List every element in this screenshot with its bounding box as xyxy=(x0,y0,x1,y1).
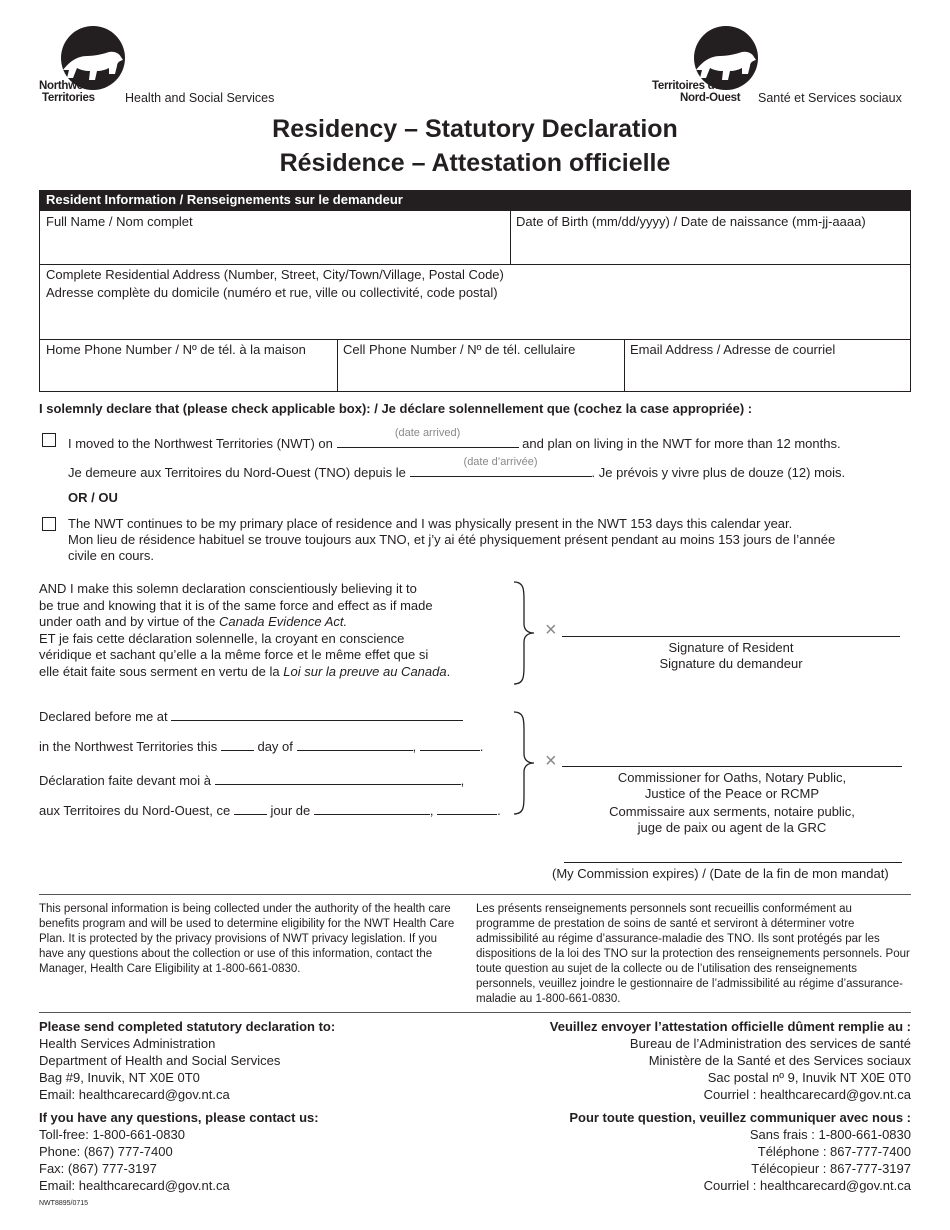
solemn-declaration-text: AND I make this solemn declaration conscientiously believing it to be true and knowing that it is of the same force and effect as if made under oath and by virtue of the Canada Evidence Act. ET je fais cette déclaration solennelle, la croyant en conscience véridique et sachant qu’elle a la même force et le même effet que si elle était faite sous serment en vertu de la Loi sur la preuve au Canada. xyxy=(39,581,451,679)
declaration-annee-input[interactable] xyxy=(437,800,497,815)
email-field[interactable]: Email Address / Adresse de courriel xyxy=(630,342,836,357)
privacy-notice-fr: Les présents renseignements personnels sont recueillis conformément au programme de prestation de soins de santé et serviront à déterminer votre admissibilité au régime d’assurance-maladie des TNO. Ils sont protégés par les dispositions de la loi des TNO sur la protection des renseignements personnels. Pour toute question au sujet de la collecte ou de l’utilisation des renseignements personnels, veuillez joindre le gestionnaire de l’admissibilité au régime d’assurance-maladie au 1-800-661-0830. xyxy=(476,903,910,1005)
commissioner-x-icon: × xyxy=(545,750,557,772)
right-logo-name-line2: Nord-Ouest xyxy=(680,92,741,104)
option-continues-text: The NWT continues to be my primary place of residence and I was physically present in the NWT 153 days this calendar year. Mon lieu de résidence habituel se trouve toujours aux TNO, et j’y ai été physiquement présent pendant au moins 153 jours de l’année civile en cours. xyxy=(68,516,836,563)
cell-phone-field[interactable]: Cell Phone Number / Nº de tél. cellulaire xyxy=(343,342,576,357)
address-field-label-en[interactable]: Complete Residential Address (Number, Street, City/Town/Village, Postal Code) xyxy=(46,267,504,282)
resident-signature-label: Signature of Resident Signature du demandeur xyxy=(659,640,803,671)
right-logo-name-line1: Territoires du xyxy=(652,80,722,92)
date-arrived-input[interactable]: (date arrived) xyxy=(337,433,519,448)
option-moved-checkbox[interactable] xyxy=(42,433,56,447)
contact-en: Please send completed statutory declaration to: Health Services Administration Department of Health and Social Services Bag #9, Inuvik, NT X0E 0T0 Email: healthcarecard@gov.nt.ca If you have any questions, please contact us: Toll-free: 1-800-661-0830 Phone: (867) 777-7400 Fax: (867) 777-3197 Email: healthcarecard@gov.nt.ca xyxy=(39,1018,479,1194)
full-name-field[interactable]: Full Name / Nom complet xyxy=(46,214,193,229)
option-moved-fr: Je demeure aux Territoires du Nord-Ouest (TNO) depuis le (date d’arrivée) . Je prévois y vivre plus de douze (12) mois. xyxy=(68,456,846,480)
signature-x-icon: × xyxy=(545,619,557,641)
page-title-en: Residency – Statutory Declaration xyxy=(272,115,678,143)
declared-before-me-row: Declared before me at xyxy=(39,706,463,724)
declaration-jour-input[interactable] xyxy=(234,800,267,815)
email-link-fr[interactable]: Courriel : healthcarecard@gov.nt.ca xyxy=(703,1087,911,1102)
commissioner-label: Commissioner for Oaths, Notary Public, Justice of the Peace or RCMP Commissaire aux serments, notaire public, juge de paix ou agent de la GRC xyxy=(609,770,855,835)
declared-year-input[interactable] xyxy=(420,736,480,751)
right-logo xyxy=(652,26,914,106)
commission-expires-label: (My Commission expires) / (Date de la fin de mon mandat) xyxy=(552,866,889,881)
declared-place-input[interactable] xyxy=(171,706,463,721)
questions-email-link-en[interactable]: Email: healthcarecard@gov.nt.ca xyxy=(39,1178,230,1193)
left-logo-department: Health and Social Services xyxy=(125,91,275,105)
left-logo xyxy=(39,26,299,106)
resident-signature-line[interactable] xyxy=(562,636,900,637)
brace-icon xyxy=(510,580,538,686)
page-title-fr: Résidence – Attestation officielle xyxy=(279,149,671,177)
date-arrivee-input[interactable]: (date d’arrivée) xyxy=(410,462,592,477)
address-field-label-fr: Adresse complète du domicile (numéro et rue, ville ou collectivité, code postal) xyxy=(46,285,498,300)
resident-info-header: Resident Information / Renseignements sur le demandeur xyxy=(39,190,911,210)
brace-icon xyxy=(510,710,538,816)
home-phone-field[interactable]: Home Phone Number / Nº de tél. à la maison xyxy=(46,342,306,357)
left-logo-name-line1: Northwest xyxy=(39,80,93,92)
commissioner-signature-line[interactable] xyxy=(562,766,902,767)
date-of-birth-field[interactable]: Date of Birth (mm/dd/yyyy) / Date de naissance (mm-jj-aaaa) xyxy=(516,214,866,229)
privacy-notice-en: This personal information is being collected under the authority of the health care benefits program and will be used to determine eligibility for the NWT Health Care Plan. It is protected by the privacy provisions of NWT privacy legislation. If you have any questions about the collection or use of this information, contact the Manager, Health Care Eligibility at 1-800-661-0830. xyxy=(39,903,455,975)
right-logo-department: Santé et Services sociaux xyxy=(758,91,902,105)
questions-email-link-fr[interactable]: Courriel : healthcarecard@gov.nt.ca xyxy=(703,1178,911,1193)
form-number: NWT8895/0715 xyxy=(39,1200,89,1207)
declaration-faite-row: Déclaration faite devant moi à , xyxy=(39,770,464,788)
commission-expires-line[interactable] xyxy=(564,862,902,863)
or-label: OR / OU xyxy=(68,490,118,505)
left-logo-name-line2: Territories xyxy=(42,92,95,104)
declaration-mois-input[interactable] xyxy=(314,800,430,815)
declaration-intro: I solemnly declare that (please check applicable box): / Je déclare solennellement que (cochez la case appropriée) : xyxy=(39,401,753,416)
email-link-en[interactable]: Email: healthcarecard@gov.nt.ca xyxy=(39,1087,230,1102)
contact-fr: Veuillez envoyer l’attestation officielle dûment remplie au : Bureau de l’Administration des services de santé Ministère de la Santé et des Services sociaux Sac postal nº 9, Inuvik NT X0E 0T0 Courriel : healthcarecard@gov.nt.ca Pour toute question, veuillez communiquer avec nous : Sans frais : 1-800-661-0830 Téléphone : 867-777-7400 Télécopieur : 867-777-3197 Courriel : healthcarecard@gov.nt.ca xyxy=(470,1018,911,1194)
declared-day-input[interactable] xyxy=(221,736,254,751)
declaration-lieu-input[interactable] xyxy=(215,770,461,785)
declaration-date-fr-row: aux Territoires du Nord-Ouest, ce jour de , . xyxy=(39,800,501,818)
option-continues-checkbox[interactable] xyxy=(42,517,56,531)
declared-date-row: in the Northwest Territories this day of , . xyxy=(39,736,483,754)
option-moved-en: I moved to the Northwest Territories (NWT) on (date arrived) and plan on living in the NWT for more than 12 months. xyxy=(68,427,841,451)
declared-month-input[interactable] xyxy=(297,736,413,751)
